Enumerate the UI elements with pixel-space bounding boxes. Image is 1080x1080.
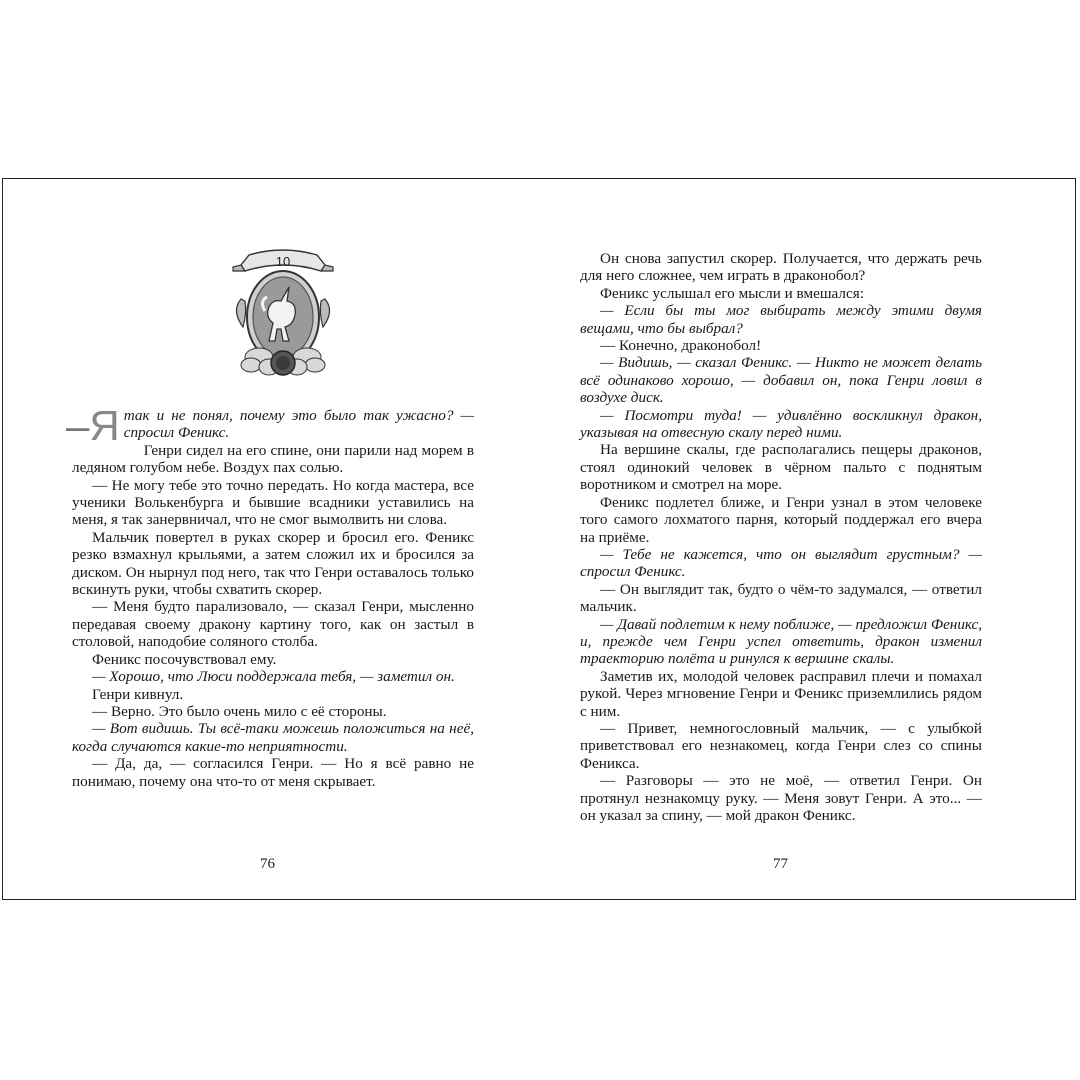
- paragraph: — Давай подлетим к нему поближе, — предложил Феникс, и, прежде чем Генри успел ответить, дракон изменил траекторию полёта и ринулся к вершине скалы.: [580, 615, 982, 668]
- paragraph: Феникс подлетел ближе, и Генри узнал в этом человеке того самого лохматого парня, который поддержал его вчера на приёме.: [580, 493, 982, 546]
- chapter-number: 10: [275, 254, 291, 269]
- paragraph: — Видишь, — сказал Феникс. — Никто не может делать всё одинаково хорошо, — добавил он, пока Генри ловил в воздухе диск.: [580, 354, 982, 407]
- paragraph: Генри сидел на его спине, они парили над морем в ледяном голубом небе. Воздух пах солью.: [72, 441, 474, 477]
- right-text-block: [580, 250, 982, 824]
- paragraph: — Если бы ты мог выбирать между этими двумя вещами, что бы выбрал?: [580, 302, 982, 337]
- paragraph: — Верно. Это было очень мило с её стороны.: [92, 702, 387, 720]
- paragraph: — Тебе не кажется, что он выглядит грустным? — спросил Феникс.: [580, 545, 982, 581]
- paragraph: Феникс услышал его мысли и вмешался:: [600, 284, 864, 302]
- paragraph: — Меня будто парализовало, — сказал Генри, мысленно передавая своему дракону картину того, как он застыл в столовой, наподобие соляного столба.: [72, 598, 474, 651]
- paragraph: Заметив их, молодой человек расправил плечи и помахал рукой. Через мгновение Генри и Феникс приземлились рядом с ним.: [580, 667, 982, 720]
- left-text-block: [66, 402, 474, 790]
- paragraph: Он снова запустил скорер. Получается, что держать речь для него сложнее, чем играть в драконобол?: [580, 250, 982, 285]
- paragraph: Мальчик повертел в руках скорер и бросил его. Феникс резко взмахнул крыльями, а затем сложил их и бросился за диском. Он нырнул под него, так что Генри оставалось только вскинуть руки, чтобы схватить скорер.: [72, 528, 474, 599]
- page-number-left: 76: [260, 856, 275, 872]
- unicorn-emblem-icon: [229, 241, 337, 381]
- paragraph: –Я так и не понял, почему это было так ужасно? — спросил Феникс.: [66, 402, 474, 449]
- paragraph: — Конечно, драконобол!: [600, 337, 762, 355]
- paragraph: — Привет, немногословный мальчик, — с улыбкой приветствовал его незнакомец, когда Генри слез со спины Феникса.: [580, 719, 982, 772]
- right-page: [540, 179, 1077, 899]
- paragraph: — Хорошо, что Люси поддержала тебя, — заметил он.: [92, 668, 455, 686]
- paragraph: Феникс посочувствовал ему.: [92, 650, 277, 668]
- paragraph: — Он выглядит так, будто о чём-то задумался, — ответил мальчик.: [580, 580, 982, 616]
- paragraph: — Разговоры — это не моё, — ответил Генри. Он протянул незнакомцу руку. — Меня зовут Генри. А это... — он указал за спину, — мой дракон Феникс.: [580, 772, 982, 824]
- book-spread: [2, 178, 1076, 900]
- paragraph: — Посмотри туда! — удивлённо воскликнул дракон, указывая на отвесную скалу перед ними.: [580, 406, 982, 442]
- left-page: [3, 179, 540, 899]
- page-number-right: 77: [773, 856, 788, 872]
- dropcap-letter: –Я: [66, 402, 120, 449]
- paragraph: — Да, да, — согласился Генри. — Но я всё равно не понимаю, почему она что-то от меня скрывает.: [72, 755, 474, 790]
- paragraph: Генри кивнул.: [92, 685, 184, 703]
- paragraph: — Вот видишь. Ты всё-таки можешь положиться на неё, когда случаются какие-то неприятности.: [72, 720, 474, 755]
- paragraph: На вершине скалы, где располагались пещеры драконов, стоял одинокий человек в чёрном пальто с поднятым воротником и смотрел на море.: [580, 441, 982, 494]
- paragraph: — Не могу тебе это точно передать. Но когда мастера, все ученики Волькенбурга и бывшие всадники уставились на меня, я так занервничал, что не смог вымолвить ни слова.: [72, 476, 474, 529]
